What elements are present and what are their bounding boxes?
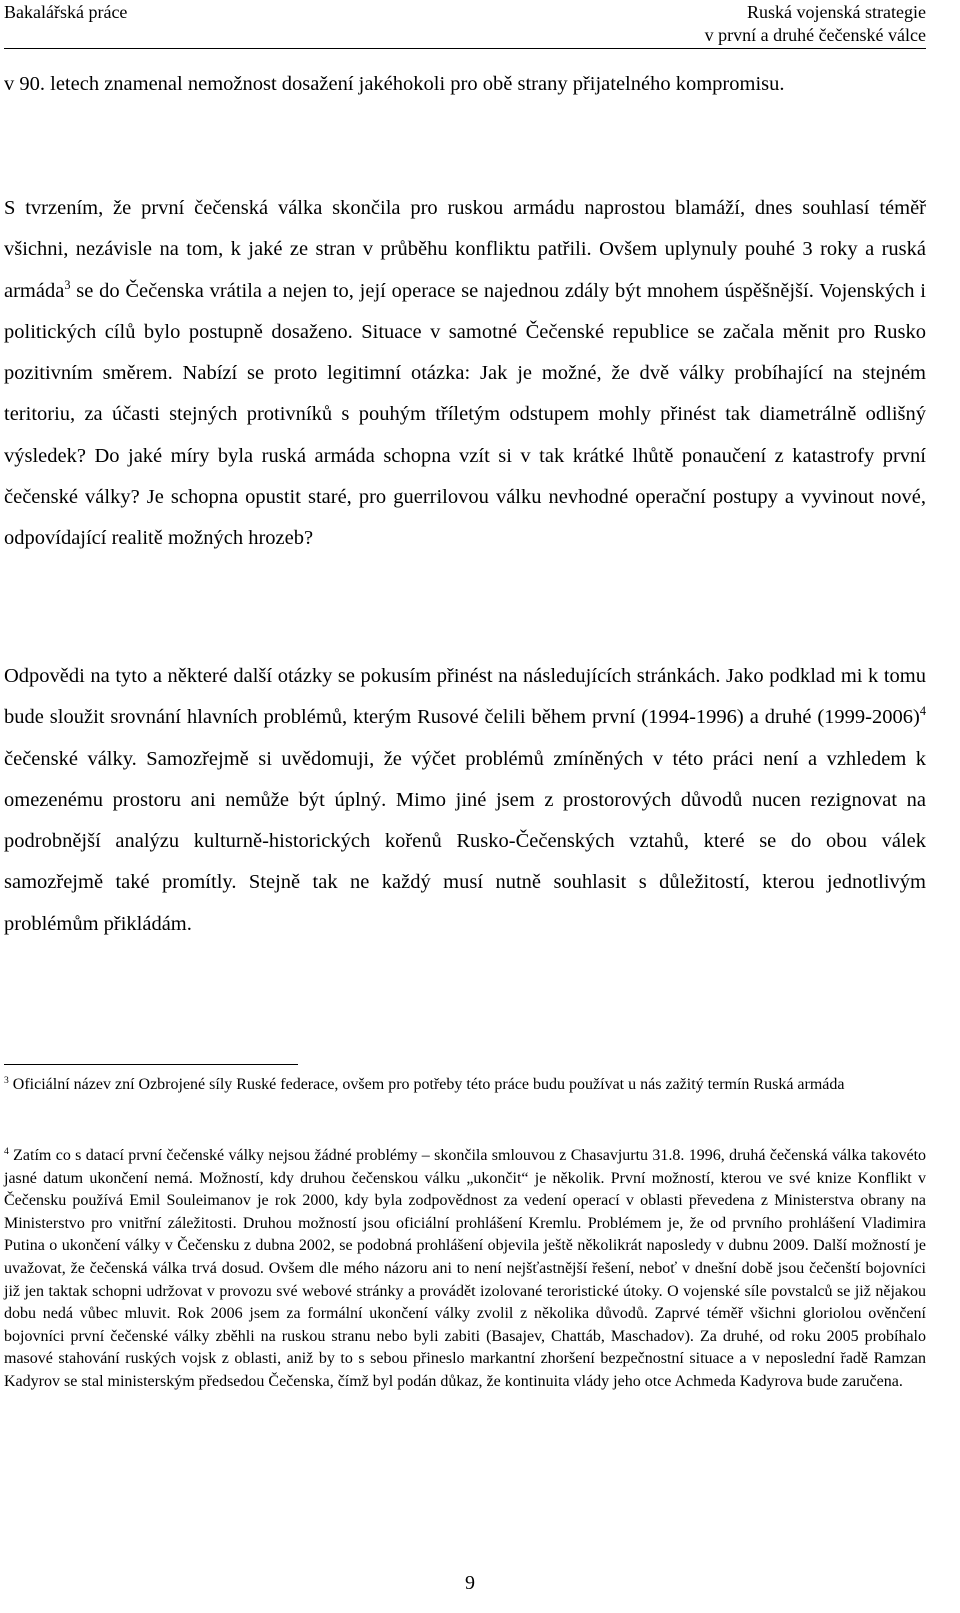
paragraph-1-text: v 90. letech znamenal nemožnost dosažení jakéhokoli pro obě strany přijatelného kompromisu. (4, 73, 785, 95)
paragraph-2 (4, 188, 926, 560)
paragraph-3-text (4, 656, 926, 945)
page-header (4, 0, 926, 48)
header-document-title (705, 1, 926, 47)
paragraph-3-part-b: čečenské války. Samozřejmě si uvědomuji, že výčet problémů zmíněných v této práci není a vzhledem k omezenému prostoru ani nemůže být úplný. Mimo jiné jsem z prostorových důvodů nucen rezignovat na podrobnější analýzu kulturně-historických kořenů Rusko-Čečenských vztahů, které se do obou válek samozřejmě také promítly. Stejně tak ne každý musí nutně souhlasit s důležitostí, kterou jednotlivým problémům přikládám. (4, 747, 926, 935)
paragraph-3-part-a: Odpovědi na tyto a některé další otázky se pokusím přinést na následujících stránkách. Jako podklad mi k tomu bude sloužit srovnání hlavních problémů, kterým Rusové čelili během první (1994-1996) a druhé (1999-2006) (4, 665, 926, 729)
paragraph-2-part-a: S tvrzením, že první čečenská válka skončila pro ruskou armádu naprostou blamáží, dnes souhlasí téměř všichni, nezávisle na tom, k jaké ze stran v průběhu konfliktu patřili. Ovšem uplynuly pouhé 3 roky a ruská armáda (4, 197, 926, 302)
footnote-4-text: Zatím co s datací první čečenské války nejsou žádné problémy – skončila smlouvou z Chasavjurtu 31.8. 1996, druhá čečenská válka takovéto jasné datum ukončení nemá. Možností, kdy druhou čečenskou válku „ukončit“ je několik. První možností, kterou ve své knize Konflikt v Čečensku používá Emil Souleimanov je rok 2000, kdy byla zodpovědnost za vedení operací v oblasti převedena z Ministerstva obrany na Ministerstvo pro vnitřní záležitosti. Druhou možností jsou oficiální prohlášení Kremlu. Problémem je, že od prvního prohlášení Vladimira Putina o ukončení války v Čečensku z dubna 2002, se podobná prohlášení objevila ještě několikrát naposledy v dubnu 2009. Další možností je uvažovat, že čečenská válka trvá dosud. Ovšem dle mého názoru ani to není nejšťastnější řešení, neboť v dnešní době jsou čečenští bojovníci již jen taktak schopni udržovat v provozu své webové stránky a provádět izolované teroristické útoky. O vojenské síle povstalců se již nějakou dobu nedá vůbec mluvit. Rok 2006 jsem za formální ukončení války zvolil z několika důvodů. Zaprvé téměř všichni gloriolou ověnčení bojovníci první čečenské války zběhli na ruskou stranu nebo byli zabiti (Basajev, Chattáb, Maschadov). Za druhé, od roku 2005 probíhalo masové stahování ruských vojsk z oblasti, aniž by to s sebou přineslo markantní zhoršení bezpečnostní situace a v neposlední řadě Ramzan Kadyrov se stal ministerským předsedou Čečenska, čímž byl podán důkaz, že kontinuita vlády jeho otce Achmeda Kadyrova bude zaručena. (4, 1147, 927, 1390)
page-number: 9 (465, 1572, 475, 1594)
paragraph-1 (4, 64, 926, 105)
footnote-divider (4, 1064, 298, 1065)
footnote-ref-3[interactable]: 3 (64, 277, 71, 292)
paragraph-3 (4, 656, 926, 945)
footnote-3-text: Oficiální název zní Ozbrojené síly Ruské federace, ovšem pro potřeby této práce budu používat u nás zažitý termín Ruská armáda (12, 1076, 845, 1093)
footnote-4-number: 4 (4, 1145, 9, 1157)
paragraph-2-text (4, 188, 926, 560)
footnote-ref-4[interactable]: 4 (919, 704, 926, 719)
footnote-3-number: 3 (4, 1074, 9, 1086)
footnote-4 (4, 1145, 926, 1394)
header-divider (4, 48, 926, 49)
footnote-3 (4, 1074, 926, 1097)
header-document-type: Bakalářská práce (4, 2, 128, 22)
paragraph-2-part-b: se do Čečenska vrátila a nejen to, její operace se najednou zdály být mnohem úspěšnější. Vojenských i politických cílů bylo postupně dosaženo. Situace v samotné Čečenské republice se začala měnit pro Rusko pozitivním směrem. Nabízí se proto legitimní otázka: Jak je možné, že dvě války probíhající na stejném teritoriu, za účasti stejných protivníků s pouhým tříletým odstupem mohly přinést tak diametrálně odlišný výsledek? Do jaké míry byla ruská armáda schopna vzít si v tak krátké lhůtě ponaučení z katastrofy první čečenské války? Je schopna opustit staré, pro guerrilovou válku nevhodné operační postupy a vyvinout nové, odpovídající realitě možných hrozeb? (4, 279, 926, 550)
header-title-line-2: v první a druhé čečenské válce (704, 25, 926, 45)
header-title-line-1: Ruská vojenská strategie (747, 2, 926, 22)
